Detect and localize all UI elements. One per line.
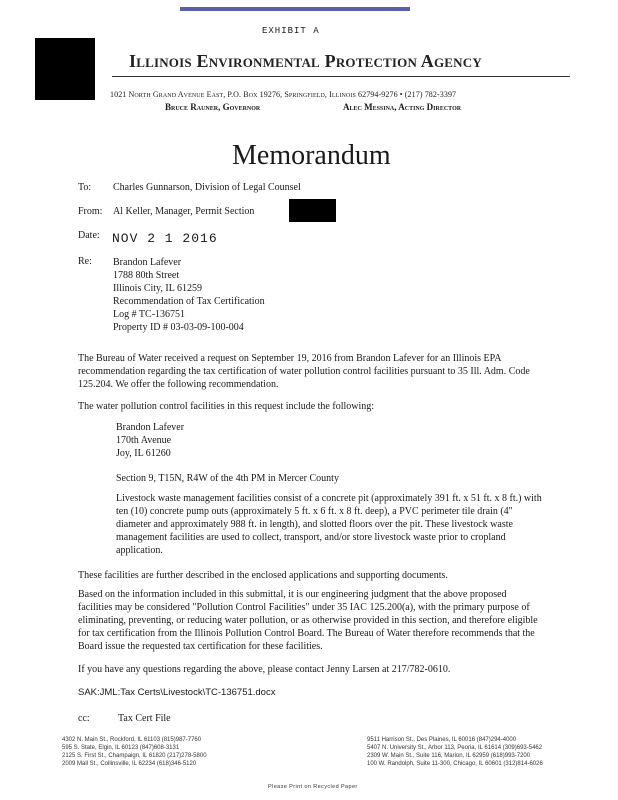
footer-office: 4302 N. Main St., Rockford, IL 61103 (815)987-7760 [62,737,202,743]
cc-value: Tax Cert File [118,713,171,724]
re-label: Re: [78,256,92,267]
paragraph-description: Livestock waste management facilities consist of a concrete pit (approximately 391 ft. x 51 ft. x 8 ft.) with ten (10) concrete pump outs (approximately 5 ft. x 6 ft. x 8 ft. deep), a PVC perimeter tile drain (4" diameter and approximately 988 ft. in length), and slotted floors over the pit. These livestock waste management facilities are used to collect, transport, and/or store livestock waste prior to cropland application. [116,493,542,556]
redaction-box-signature [289,199,336,222]
location-line: 170th Avenue [116,435,172,446]
footer-office: 100 W. Randolph, Suite 11-300, Chicago, IL 60601 (312)814-6026 [367,761,543,767]
paragraph-further: These facilities are further described in the enclosed applications and supporting documents. [78,570,448,581]
footer-office: 5407 N. University St., Arbor 113, Peoria, IL 61614 (309)693-5462 [367,745,543,751]
footer-offices-left [62,736,207,768]
to-label: To: [78,182,92,193]
re-block [113,256,265,334]
location-line: Joy, IL 61260 [116,448,171,459]
footer-office: 9511 Harrison St., Des Plaines, IL 60016 (847)294-4000 [367,737,517,743]
footer-office: 2309 W. Main St., Suite 116, Marion, IL 62959 (618)993-7200 [367,753,531,759]
memo-title: Memorandum [232,140,391,171]
from-label: From: [78,206,103,217]
date-label: Date: [78,230,100,241]
re-line: Recommendation of Tax Certification [113,296,265,307]
paragraph-judgment: Based on the information included in this submittal, it is our engineering judgment that the above proposed facilities may be considered "Pollution Control Facilities" under 35 IAC 125.200(a), with the primary purpose of eliminating, preventing, or reducing water pollution, or as otherwise provided in this section, and therefore eligible for tax certification from the Illinois Pollution Control Board. The Bureau of Water therefore recommends that the Board issue the requested tax certification for these facilities. [78,589,538,652]
footer-offices-right [367,736,543,768]
paragraph-request: The Bureau of Water received a request on September 19, 2016 from Brandon Lafever for an Illinois EPA recommendation regarding the tax certification of water pollution control facilities pursuant to 35 Ill. Adm. Code 125.204. We offer the following recommendation. [78,353,530,390]
date-stamp: NOV 2 1 2016 [112,231,218,246]
re-line: 1788 80th Street [113,270,180,281]
section-line: Section 9, T15N, R4W of the 4th PM in Mercer County [116,473,339,484]
director-name: Alec Messina, Acting Director [343,102,462,112]
footer-office: 2009 Mall St., Collinsville, IL 62234 (618)346-5120 [62,761,197,767]
recycled-paper-note: Please Print on Recycled Paper [268,784,358,790]
re-line: Property ID # 03-03-09-100-004 [113,322,244,333]
re-line: Illinois City, IL 61259 [113,283,202,294]
agency-address: 1021 North Grand Avenue East, P.O. Box 19276, Springfield, Illinois 62794-9276 • (217) 782-3397 [110,90,457,99]
location-line: Brandon Lafever [116,422,185,433]
top-scan-bar [180,7,410,11]
cc-label: cc: [78,713,90,724]
re-line: Log # TC-136751 [113,309,186,320]
agency-name: Illinois Environmental Protection Agency [129,51,482,71]
governor-name: Bruce Rauner, Governor [165,102,261,112]
paragraph-facilities-intro: The water pollution control facilities in this request include the following: [78,401,375,412]
header-rule [112,76,570,77]
file-reference: SAK:JML:Tax Certs\Livestock\TC-136751.docx [78,687,276,698]
footer-office: 595 S. State, Elgin, IL 60123 (847)608-3131 [62,745,180,751]
to-value: Charles Gunnarson, Division of Legal Counsel [113,182,301,193]
from-value: Al Keller, Manager, Permit Section [113,206,255,217]
re-line: Brandon Lafever [113,257,182,268]
paragraph-contact: If you have any questions regarding the above, please contact Jenny Larsen at 217/782-0610. [78,664,451,675]
location-block [116,421,184,460]
redaction-box-logo [35,38,95,100]
exhibit-label: EXHIBIT A [262,26,320,36]
footer-office: 2125 S. First St., Champaign, IL 61820 (217)278-5800 [62,753,207,759]
